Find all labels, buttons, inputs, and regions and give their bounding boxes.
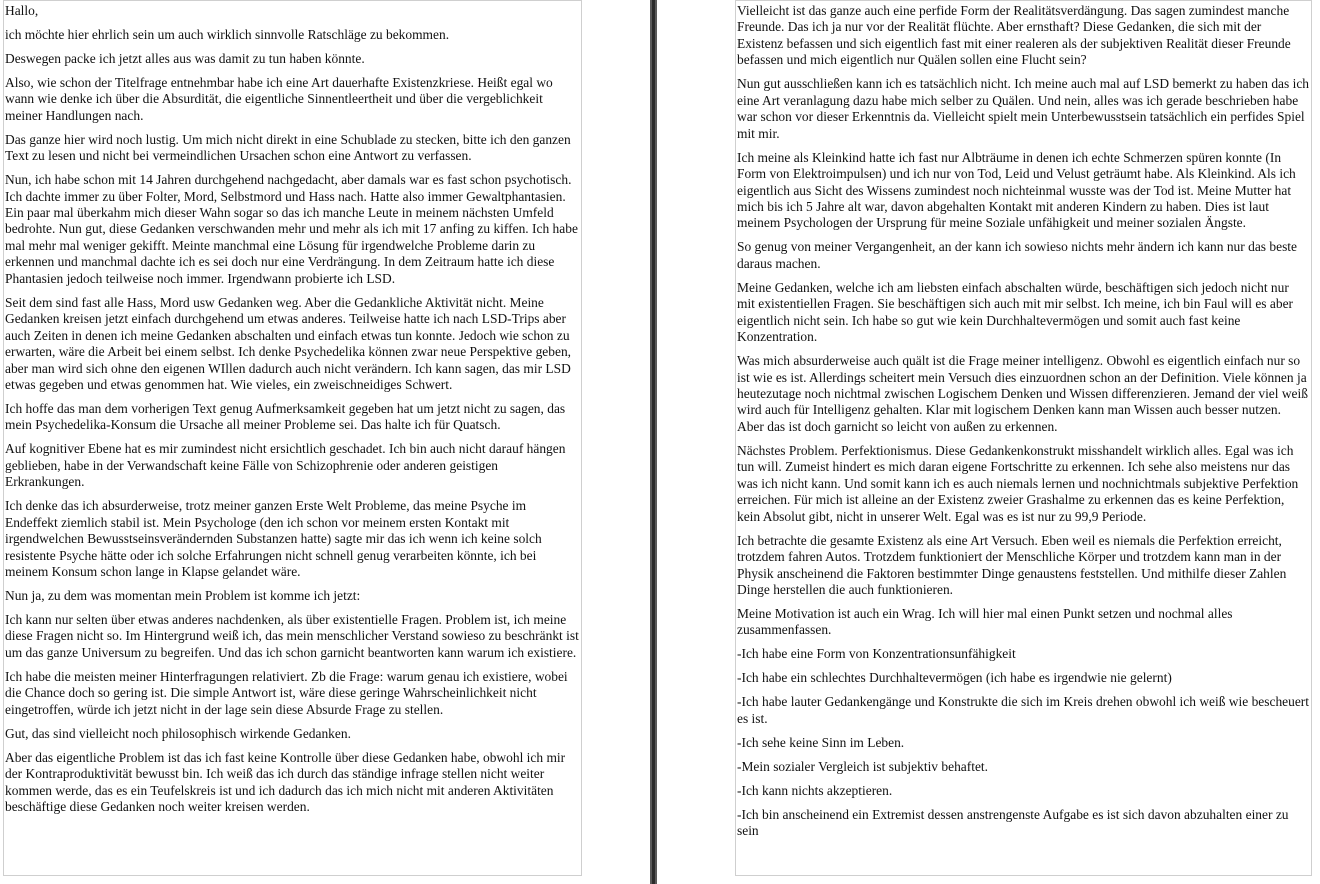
paragraph: Ich denke das ich absurderweise, trotz meiner ganzen Erste Welt Probleme, das meine Psyche im Endeffekt ziemlich stabil ist. Mein Psychologe (den ich schon vor meinem ersten Kontakt mit irgendwelchen Bewusstseinsverändernden Substanzen hatte) sagte mir das ich wenn ich keine solch resistente Psyche hätte oder ich solche Erfahrungen nicht schnell genug verarbeiten könnte, ich bei meinem Konsum schon lange in Klapse gelandet wäre. xyxy=(5,498,542,580)
paragraph: Meine Gedanken, welche ich am liebsten einfach abschalten würde, beschäftigen sich jedoch nicht nur mit existentiellen Fragen. Sie beschäftigen sich auch mit mir selbst. Ich meine, ich bin Faul will es aber eigentlich nicht sein. Ich habe so gut wie kein Durchhaltevermögen und somit auch fast keine Konzentration. xyxy=(737,279,1294,345)
paragraph: Ich hoffe das man dem vorherigen Text genug Aufmerksamkeit gegeben hat um jetzt nicht zu sagen, das mein Psychedelika-Konsum die Ursache all meiner Probleme sei. Das halte ich für Quatsch. xyxy=(5,401,566,433)
paragraph: Nun, ich habe schon mit 14 Jahren durchgehend nachgedacht, aber damals war es fast schon psychotisch. Ich dachte immer zu über Folter, Mord, Selbstmord und Hass nach. Hatte also immer Gewaltphantasien. Ein paar mal überkahm mich dieser Wahn sogar so das ich manche Leute in meinem nächsten Umfeld bedrohte. Nun gut, diese Gedanken verschwanden mehr und mehr als ich mit 17 anfing zu kiffen. Ich habe mal mehr mal weniger gekifft. Meinte manchmal eine Lösung für irgendwelche Probleme darin zu erkennen und manchmal dachte ich es sei doch nur eine Verdrängung. In dem Zeitraum hatte ich diese Phantasien jedoch teilweise noch immer. Irgendwann probierte ich LSD. xyxy=(5,172,578,286)
paragraph: Auf kognitiver Ebene hat es mir zumindest nicht ersichtlich geschadet. Ich bin auch nicht darauf hängen geblieben, habe in der Verwandschaft keine Fälle von Schizophrenie oder anderen geistigen Erkrankungen. xyxy=(5,441,566,490)
paragraph: Seit dem sind fast alle Hass, Mord usw Gedanken weg. Aber die Gedankliche Aktivität nicht. Meine Gedanken kreisen jetzt einfach durchgehend um etwas anderes. Teilweise hatte ich nach LSD-Trips aber auch Zeiten in denen ich meine Gedanken abschalten und einfach etwas tun konnte. Jedoch wie schon zu erwarten, wäre die Arbeit bei einem selbst. Ich denke Psychedelika können zwar neue Perspektive geben, aber man wird sich ohne den eigenen WIllen dadurch auch nicht verändern. Ich kann sagen, das mir LSD etwas gegeben und etwas genommen hat. Wie vieles, ein zweischneidiges Schwert. xyxy=(5,294,572,393)
paragraph: Deswegen packe ich jetzt alles aus was damit zu tun haben könnte. xyxy=(5,50,365,66)
paragraph: Ich habe die meisten meiner Hinterfragungen relativiert. Zb die Frage: warum genau ich existiere, wobei die Chance doch so gering ist. Die simple Antwort ist, wäre diese geringe Wahrscheinlichkeit nicht eingetroffen, würde ich jetzt nicht in der lage sein diese Absurde Frage zu stellen. xyxy=(5,668,568,717)
paragraph: Gut, das sind vielleicht noch philosophisch wirkende Gedanken. xyxy=(5,725,351,741)
list-item: -Ich kann nichts akzeptieren. xyxy=(737,782,893,798)
page-separator-bar-inner xyxy=(652,0,655,884)
document-page-right xyxy=(735,0,1312,876)
paragraph: Nun gut ausschließen kann ich es tatsächlich nicht. Ich meine auch mal auf LSD bemerkt zu haben das ich eine Art veranlagung dazu habe mich selber zu Quälen. Und nein, alles was ich gerade beschrieben habe war schon vor dieser Erkenntnis da. Vielleicht spielt mein Unterbewusstsein tatsächlich ein perfides Spiel mit mir. xyxy=(737,76,1310,141)
paragraph: Das ganze hier wird noch lustig. Um mich nicht direkt in eine Schublade zu stecken, bitte ich den ganzen Text zu lesen und nicht bei vermeindlichen Ursachen schon eine Antwort zu verfassen. xyxy=(5,131,571,164)
document-page-left xyxy=(3,0,582,876)
paragraph: Meine Motivation ist auch ein Wrag. Ich will hier mal einen Punkt setzen und nochmal alles zusammenfassen. xyxy=(737,605,1233,638)
list-item: -Ich habe eine Form von Konzentrationsunfähigkeit xyxy=(737,646,1016,662)
list-item: -Mein sozialer Vergleich ist subjektiv behaftet. xyxy=(737,758,989,774)
paragraph: Vielleicht ist das ganze auch eine perfide Form der Realitätsverdängung. Das sagen zumindest manche Freunde. Das ich ja nur vor der Realität flüchte. Aber ernsthaft? Diese Gedanken, die sich mit der Existenz befassen und sich eigentlich fast mit einer realeren als der subjektiven Realität dieser Freunde befassen und mich eigentlich nur Quälen sollen eine Flucht sein? xyxy=(737,3,1291,68)
paragraph: Ich betrachte die gesamte Existenz als eine Art Versuch. Eben weil es niemals die Perfektion erreicht, trotzdem fahren Autos. Trotzdem funktioniert der Menschliche Körper und trotzdem kann man in der Physik anscheinend die Faktoren bestimmter Dinge genaustens feststellen. Und mithilfe dieser Zahlen Dinge herstellen die auch funktionieren. xyxy=(737,532,1287,597)
paragraph: Hallo, xyxy=(5,3,39,18)
list-item: -Ich sehe keine Sinn im Leben. xyxy=(737,734,905,750)
paragraph: Was mich absurderweise auch quält ist die Frage meiner intelligenz. Obwohl es eigentlich einfach nur so ist wie es ist. Allerdings scheitert mein Versuch dies einzuordnen schon an der Definition. Viele können ja heutezutage noch nichtmal zwischen Logischem Denken und Wissen differenzieren. Jemand der viel weiß wird auch für Intelligenz gehalten. Klar mit logischem Denken kann man Wissen auch besser nutzen. Aber das ist doch garnicht so leicht von außen zu erkennen. xyxy=(737,353,1308,434)
paragraph: Nun ja, zu dem was momentan mein Problem ist komme ich jetzt: xyxy=(5,588,361,604)
list-item: -Ich habe ein schlechtes Durchhaltevermögen (ich habe es irgendwie nie gelernt) xyxy=(737,670,1172,686)
paragraph: So genug von meiner Vergangenheit, an der kann ich sowieso nichts mehr ändern ich kann nur das beste daraus machen. xyxy=(737,239,1297,271)
paragraph: Also, wie schon der Titelfrage entnehmbar habe ich eine Art dauerhafte Existenzkriese. Heißt egal wo wann wie denke ich über die Absurdität, die eigentliche Sinnentleertheit und über die vergeblichkeit meiner Handlungen nach. xyxy=(5,74,553,123)
list-item: -Ich habe lauter Gedankengänge und Konstrukte die sich im Kreis drehen obwohl ich weiß wie bescheuert es ist. xyxy=(737,694,1310,726)
paragraph: ich möchte hier ehrlich sein um auch wirklich sinnvolle Ratschläge zu bekommen. xyxy=(5,26,450,42)
paragraph: Ich meine als Kleinkind hatte ich fast nur Albträume in denen ich echte Schmerzen spüren konnte (In Form von Elektroimpulsen) und ich nur von Tod, Leid und Velust geträumt habe. Als Kleinkind. Als ich eigentlich aus Sicht des Wissens zumindest noch nichteinmal wusste was der Tod ist. Meine Mutter hat mich bis ich 5 Jahre alt war, davon abgehalten Kontakt mit anderen Kindern zu haben. Dies ist laut meinem Psychologen der Ursprung für meine Soziale unfähigkeit und meiner sozialen Ängste. xyxy=(737,149,1296,231)
paragraph: Nächstes Problem. Perfektionismus. Diese Gedankenkonstrukt misshandelt wirklich alles. Egal was ich tun will. Zumeist hindert es mich daran eigene Fortschritte zu erkennen. Ich sehe also meistens nur das was ich nicht kann. Und somit kann ich es auch niemals lernen und nochnichtmals subjektive Perfektion erreichen. Für mich ist alleine an der Existenz zweier Grashalme zu erkennen das es keine Perfektion, kein Absolut gibt, nicht in unserer Welt. Egal was es ist nur zu 99,9 Periode. xyxy=(737,442,1299,524)
paragraph: Aber das eigentliche Problem ist das ich fast keine Kontrolle über diese Gedanken habe, obwohl ich mir der Kontraproduktivität bewusst bin. Ich weiß das ich durch das ständige infrage stellen nicht weiter kommen werde, das es ein Teufelskreis ist und ich dadurch das ich mich nicht mit anderen Aktivitäten beschäftige diese Gedanken noch weiter kreisen werden. xyxy=(5,749,566,815)
list-item: -Ich bin anscheinend ein Extremist dessen anstrengenste Aufgabe es ist sich davon abzuhalten einer zu sein xyxy=(737,806,1289,838)
paragraph: Ich kann nur selten über etwas anderes nachdenken, als über existentielle Fragen. Problem ist, ich meine diese Fragen nicht so. Im Hintergrund weiß ich, das mein menschlicher Verstand sowieso zu beschränkt ist um das ganze Universum zu begreifen. Und das ich schon garnicht beantworten kann warum ich existiere. xyxy=(5,612,579,660)
